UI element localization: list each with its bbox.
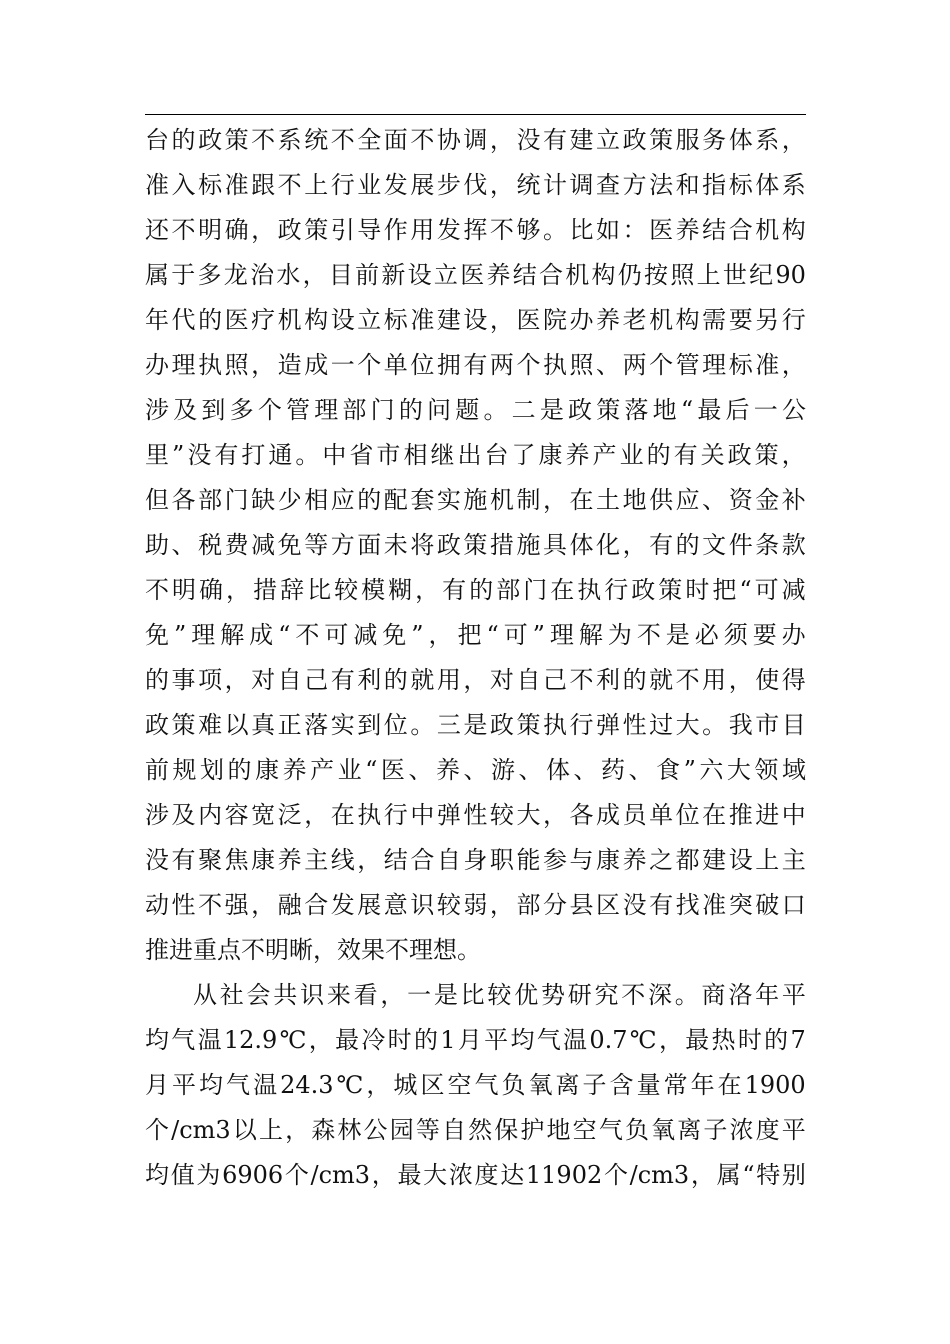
text-line: 还 不 明 确 ， 政 策 引 导 作 用 发 挥 不 够 。 比 如 ： 医 养 结 合 机 构 bbox=[145, 216, 806, 244]
text-line: 政 策 难 以 真 正 落 实 到 位 。 三 是 政 策 执 行 弹 性 过 大 。 我 市 目 bbox=[145, 711, 806, 739]
text-line: 前 规 划 的 康 养 产 业 “ 医 、 养 、 游 、 体 、 药 、 食 ” 六 大 领 域 bbox=[145, 756, 806, 784]
text-line: 但 各 部 门 缺 少 相 应 的 配 套 实 施 机 制 ， 在 土 地 供 应 、 资 金 补 bbox=[145, 486, 806, 514]
text-line: 的 事 项 ， 对 自 己 有 利 的 就 用 ， 对 自 己 不 利 的 就 不 用 ， 使 得 bbox=[145, 666, 806, 694]
text-line: 准 入 标 准 跟 不 上 行 业 发 展 步 伐 ， 统 计 调 查 方 法 和 指 标 体 系 bbox=[145, 171, 806, 199]
text-line: 涉 及 到 多 个 管 理 部 门 的 问 题 。 二 是 政 策 落 地 “ 最 后 一 公 bbox=[145, 396, 806, 424]
header-rule bbox=[145, 114, 806, 115]
text-line: 台 的 政 策 不 系 统 不 全 面 不 协 调 ， 没 有 建 立 政 策 服 务 体 系 ， bbox=[145, 126, 806, 154]
body-text bbox=[145, 118, 806, 1198]
text-line: 个 /cm3 以 上 ， 森 林 公 园 等 自 然 保 护 地 空 气 负 氧 离 子 浓 度 平 bbox=[145, 1116, 806, 1144]
text-line: 月 平 均 气 温 24.3 ℃ ， 城 区 空 气 负 氧 离 子 含 量 常 年 在 1900 bbox=[145, 1071, 806, 1099]
text-line: 免 ” 理 解 成 “ 不 可 减 免 ” ， 把 “ 可 ” 理 解 为 不 是 必 须 要 办 bbox=[145, 621, 806, 649]
text-line: 年 代 的 医 疗 机 构 设 立 标 准 建 设 ， 医 院 办 养 老 机 构 需 要 另 行 bbox=[145, 306, 806, 334]
text-line: 里 ” 没 有 打 通 。 中 省 市 相 继 出 台 了 康 养 产 业 的 有 关 政 策 ， bbox=[145, 441, 806, 469]
text-line: 推 进 重 点 不 明 晰 ， 效 果 不 理 想 。 bbox=[145, 936, 481, 964]
text-line: 属 于 多 龙 治 水 ， 目 前 新 设 立 医 养 结 合 机 构 仍 按 照 上 世 纪 90 bbox=[145, 261, 806, 289]
text-line: 涉 及 内 容 宽 泛 ， 在 执 行 中 弹 性 较 大 ， 各 成 员 单 位 在 推 进 中 bbox=[145, 801, 806, 829]
text-line: 均 气 温 12.9 ℃ ， 最 冷 时 的 1 月 平 均 气 温 0.7 ℃ ， 最 热 时 的 7 bbox=[145, 1026, 806, 1054]
text-line: 助 、 税 费 减 免 等 方 面 未 将 政 策 措 施 具 体 化 ， 有 的 文 件 条 款 bbox=[145, 531, 806, 559]
text-line: 没 有 聚 焦 康 养 主 线 ， 结 合 自 身 职 能 参 与 康 养 之 都 建 设 上 主 bbox=[145, 846, 806, 874]
text-line: 办 理 执 照 ， 造 成 一 个 单 位 拥 有 两 个 执 照 、 两 个 管 理 标 准 ， bbox=[145, 351, 806, 379]
text-line: 均 值 为 6906 个 /cm3 ， 最 大 浓 度 达 11902 个 /cm3 ， 属 “ 特 别 bbox=[145, 1161, 806, 1189]
text-line: 不 明 确 ， 措 辞 比 较 模 糊 ， 有 的 部 门 在 执 行 政 策 时 把 “ 可 减 bbox=[145, 576, 806, 604]
text-line: 从 社 会 共 识 来 看 ， 一 是 比 较 优 势 研 究 不 深 。 商 洛 年 平 bbox=[193, 981, 806, 1009]
text-line: 动 性 不 强 ， 融 合 发 展 意 识 较 弱 ， 部 分 县 区 没 有 找 准 突 破 口 bbox=[145, 891, 806, 919]
